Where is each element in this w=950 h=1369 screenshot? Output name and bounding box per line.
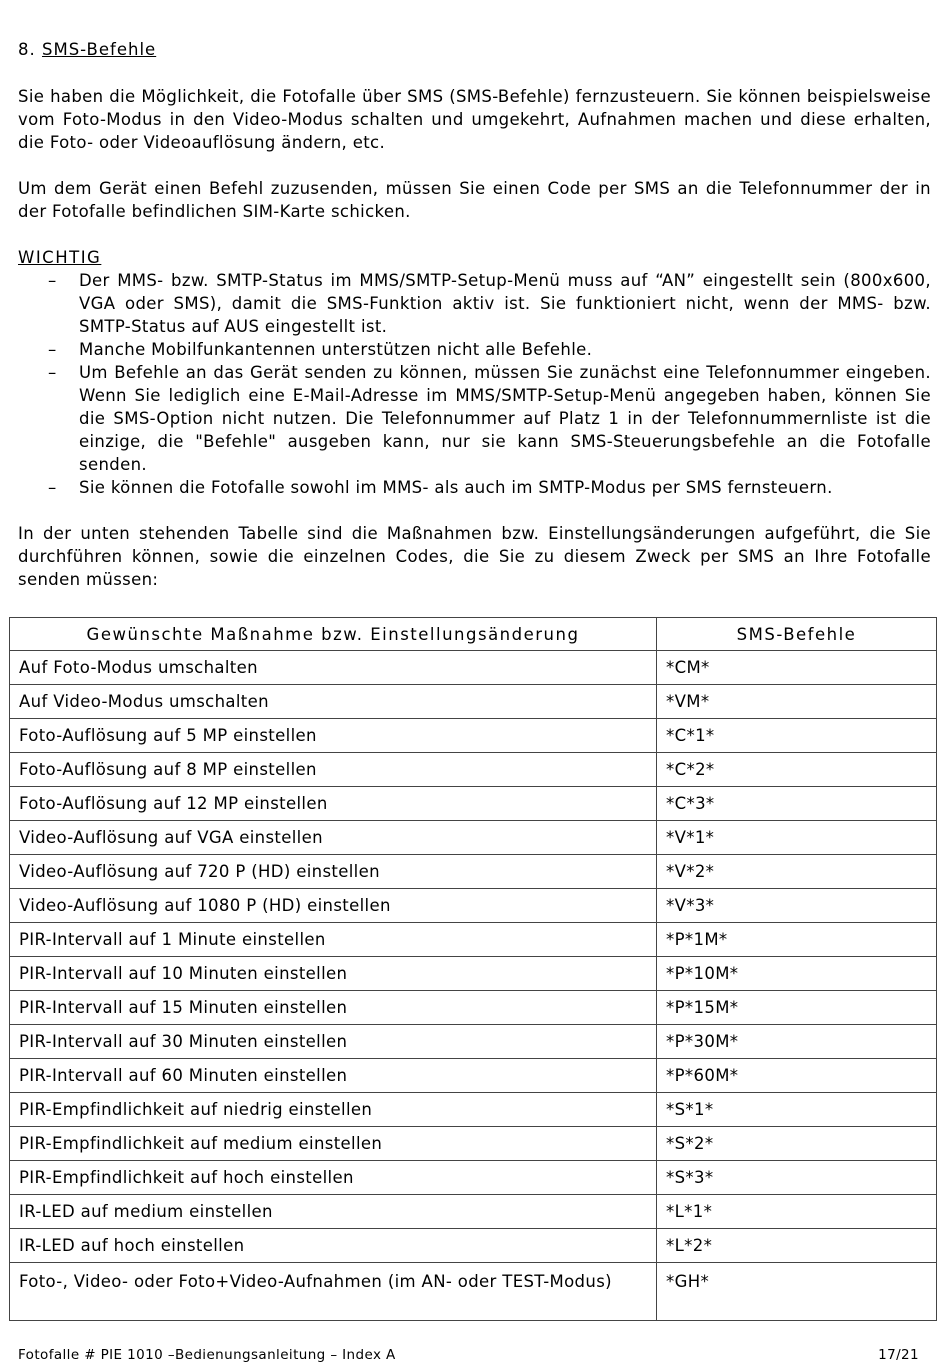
table-row [10, 1229, 937, 1263]
action-cell: PIR-Intervall auf 30 Minuten einstellen [10, 1025, 657, 1059]
action-cell: Foto-, Video- oder Foto+Video-Aufnahmen (im AN- oder TEST-Modus) [10, 1263, 657, 1321]
section-title: SMS-Befehle [42, 40, 157, 59]
command-cell: *P*60M* [657, 1059, 937, 1093]
command-cell: *P*15M* [657, 991, 937, 1025]
table-row [10, 821, 937, 855]
important-item: – Manche Mobilfunkantennen unterstützen nicht alle Befehle. [48, 340, 593, 359]
table-intro: In der unten stehenden Tabelle sind die Maßnahmen bzw. Einstellungsänderungen aufgeführt, die Sie durchführen können, sowie die einzelnen Codes, die Sie zu diesem Zweck per SMS an Ihre Fotofalle senden müssen: [18, 524, 931, 589]
table-row [10, 719, 937, 753]
action-cell: PIR-Empfindlichkeit auf medium einstellen [10, 1127, 657, 1161]
table-row [10, 991, 937, 1025]
action-cell: PIR-Empfindlichkeit auf hoch einstellen [10, 1161, 657, 1195]
table-row [10, 685, 937, 719]
command-cell: *V*1* [657, 821, 937, 855]
important-item: – Sie können die Fotofalle sowohl im MMS- als auch im SMTP-Modus per SMS fernsteuern. [48, 478, 833, 497]
intro-paragraph: Sie haben die Möglichkeit, die Fotofalle über SMS (SMS-Befehle) fernzusteuern. Sie können beispielsweise vom Foto-Modus in den Video-Modus schalten und umgekehrt, Aufnahmen machen und diese erhalten, die Foto- oder Videoauflösung ändern, etc. [18, 87, 931, 152]
intro-paragraph: Um dem Gerät einen Befehl zuzusenden, müssen Sie einen Code per SMS an die Telefonnummer der in der Fotofalle befindlichen SIM-Karte schicken. [18, 179, 931, 221]
column-header-command: SMS-Befehle [657, 618, 937, 651]
page-number: 17/21 [878, 1347, 919, 1363]
bullet-dash: – [48, 271, 57, 290]
command-cell: *S*2* [657, 1127, 937, 1161]
page-footer [18, 1347, 919, 1363]
command-cell: *C*2* [657, 753, 937, 787]
command-cell: *GH* [657, 1263, 937, 1321]
important-list [18, 269, 931, 499]
table-row [10, 1127, 937, 1161]
action-cell: IR-LED auf hoch einstellen [10, 1229, 657, 1263]
command-cell: *C*3* [657, 787, 937, 821]
command-cell: *P*30M* [657, 1025, 937, 1059]
command-cell: *CM* [657, 651, 937, 685]
command-cell: *L*1* [657, 1195, 937, 1229]
action-cell: Foto-Auflösung auf 12 MP einstellen [10, 787, 657, 821]
action-cell: Video-Auflösung auf 720 P (HD) einstellen [10, 855, 657, 889]
table-row [10, 1263, 937, 1321]
action-cell: Auf Video-Modus umschalten [10, 685, 657, 719]
action-cell: IR-LED auf medium einstellen [10, 1195, 657, 1229]
action-cell: Video-Auflösung auf VGA einstellen [10, 821, 657, 855]
table-row [10, 889, 937, 923]
important-label: WICHTIG [18, 248, 102, 267]
action-cell: PIR-Intervall auf 60 Minuten einstellen [10, 1059, 657, 1093]
command-cell: *C*1* [657, 719, 937, 753]
table-row [10, 1025, 937, 1059]
document-page [18, 38, 931, 591]
command-cell: *VM* [657, 685, 937, 719]
bullet-dash: – [48, 478, 57, 497]
command-cell: *S*3* [657, 1161, 937, 1195]
action-cell: Foto-Auflösung auf 8 MP einstellen [10, 753, 657, 787]
table-row [10, 753, 937, 787]
command-cell: *P*10M* [657, 957, 937, 991]
command-cell: *L*2* [657, 1229, 937, 1263]
action-cell: Video-Auflösung auf 1080 P (HD) einstellen [10, 889, 657, 923]
action-cell: PIR-Intervall auf 1 Minute einstellen [10, 923, 657, 957]
table-row [10, 787, 937, 821]
action-cell: Foto-Auflösung auf 5 MP einstellen [10, 719, 657, 753]
important-item: – Der MMS- bzw. SMTP-Status im MMS/SMTP-Setup-Menü muss auf “AN” eingestellt sein (800x600, VGA oder SMS), damit die SMS-Funktion aktiv ist. Sie funktioniert nicht, wenn der MMS- bzw. SMTP-Status auf AUS eingestellt ist. [48, 271, 931, 336]
table-row [10, 923, 937, 957]
sms-commands-table [9, 617, 937, 1321]
table-header-row [10, 618, 937, 651]
table-row [10, 855, 937, 889]
bullet-dash: – [48, 363, 57, 382]
footer-document-title: Fotofalle # PIE 1010 –Bedienungsanleitung – Index A [18, 1347, 396, 1363]
table-row [10, 1093, 937, 1127]
table-row [10, 651, 937, 685]
command-cell: *S*1* [657, 1093, 937, 1127]
table-row [10, 1059, 937, 1093]
section-number: 8. [18, 40, 36, 59]
important-item: – Um Befehle an das Gerät senden zu können, müssen Sie zunächst eine Telefonnummer eingeben. Wenn Sie lediglich eine E-Mail-Adresse im MMS/SMTP-Setup-Menü angegeben haben, können Sie die SMS-Option nicht nutzen. Die Telefonnummer auf Platz 1 in der Telefonnummernliste ist die einzige, die "Befehle" ausgeben kann, nur sie kann SMS-Steuerungsbefehle an die Fotofalle senden. [48, 363, 931, 474]
table-row [10, 1195, 937, 1229]
command-cell: *V*3* [657, 889, 937, 923]
action-cell: PIR-Intervall auf 10 Minuten einstellen [10, 957, 657, 991]
action-cell: Auf Foto-Modus umschalten [10, 651, 657, 685]
table-row [10, 957, 937, 991]
action-cell: PIR-Intervall auf 15 Minuten einstellen [10, 991, 657, 1025]
command-cell: *P*1M* [657, 923, 937, 957]
command-cell: *V*2* [657, 855, 937, 889]
table-row [10, 1161, 937, 1195]
action-cell: PIR-Empfindlichkeit auf niedrig einstellen [10, 1093, 657, 1127]
bullet-dash: – [48, 340, 57, 359]
column-header-action: Gewünschte Maßnahme bzw. Einstellungsänderung [10, 618, 657, 651]
section-heading [18, 38, 931, 62]
